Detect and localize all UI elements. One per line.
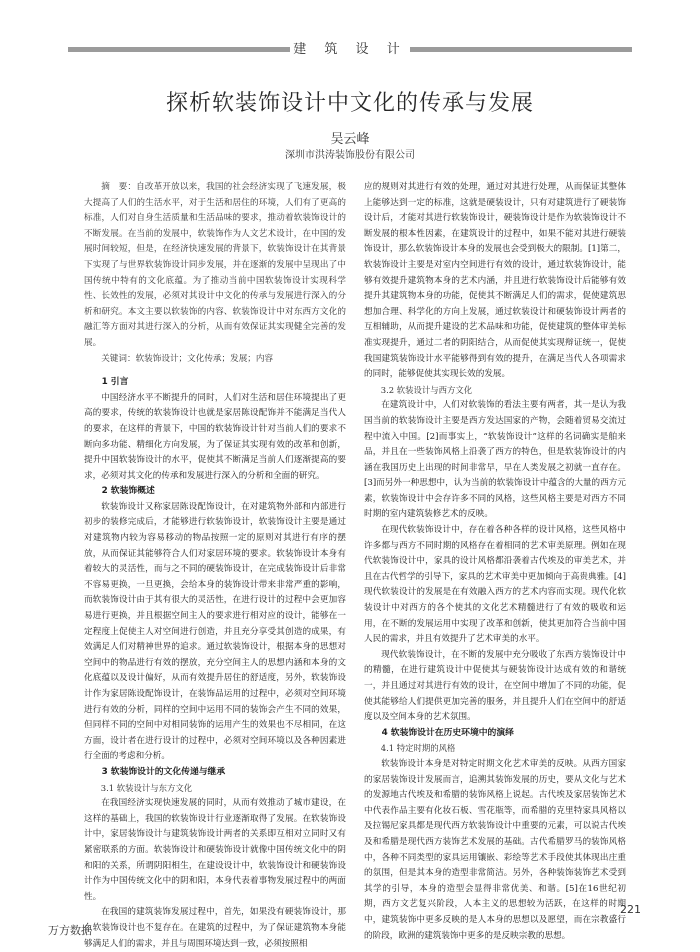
article-affiliation: 深圳市洪涛装饰股份有限公司 — [285, 150, 415, 161]
section-2-heading: 2 软装饰概述 — [101, 486, 155, 497]
header-rule-left — [68, 47, 290, 52]
section-4-1-paragraph: 软装饰设计本身是对特定时期文化艺术审美的反映。从西方国家的家居装饰设计发展而言，追溯其装饰发展的历史，要从文化与艺术的发源地古代埃及和希腊的装饰风格上说起。古代埃及家居装饰艺术中代表作品主要有化妆石板、雪花瓶等，而希腊的克里特家具风格以及拉锡尼家具都是现代西方软装饰设计中重要的元素，可以说古代埃及和希腊是现代西方装饰艺术发展的基础。古代希腊罗马的装饰风格中，各种不同类型的家具运用镶嵌、彩绘等艺术手段使其体现出庄重的氛围，但是其本身的造型非常简洁。另外，各种装饰装饰艺术受到其学的引导，本身的造型会显得非常优美、和谐。[5]在16世纪初期，西方文艺复兴阶段，人本主义的思想较为活跃，在这样的时期中，建筑装饰中更多反映的是人本身的思想以及愿望，而在宗教盛行的阶段，欧洲的建筑装饰中更多的是反映宗教的思想。 — [364, 758, 626, 941]
section-4-heading: 4 软装饰设计在历史环境中的演绎 — [381, 727, 514, 738]
left-column — [84, 180, 346, 952]
section-4-1-heading: 4.1 特定时期的风格 — [380, 743, 456, 754]
header-rule-right — [410, 47, 632, 52]
page-number: 221 — [620, 903, 641, 916]
article-author: 吴云峰 — [330, 132, 370, 147]
paragraph-continued: 应的规则对其进行有效的处理，通过对其进行处理，从而保证其整体上能够达到一定的标准，这就是硬装设计，只有对建筑进行了硬装饰设计后，才能对其进行软装饰设计，硬装饰设计是作为软装饰设计不断发展的根本性因素，在建筑设计的过程中，如果不能对其进行硬装饰设计，那么软装饰设计本身的发展也会受到极大的限制。[1]第二，软装饰设计主要是对室内空间进行有效的设计，通过软装饰设计，能够有效提升建筑物本身的艺术内涵，并且进行软装饰设计后能够有效提升其建筑物本身的功能，促使其不断满足人们的需求，促使建筑思想加合理、科学化的方向上发展，通过软装设计和硬装饰设计两者的互相辅助，从而提升建设的艺术品味和功能，促使建筑的整体审美标准实现提升，通过二者的阴阳结合，从而促使其实现辩证统一，促使我国建筑装饰设计水平能够得到有效的提升，在满足当代人各项需求的同时，能够促使其实现长效的发展。 — [364, 182, 626, 380]
abstract: 摘 要：自改革开放以来，我国的社会经济实现了飞速发展，极大提高了人们的生活水平，对于生活和居住的环境，人们有了更高的标准，人们对自身生活质量和生活品味的要求，推动着软装饰设计的不断发展。在当前的发展中，软装饰作为人文艺术设计，在中国的发展时间较短，但是，在经济快速发展的背景下，软装饰设计在其背景下实现了与世界软装饰设计同步发展，并在逐渐的发展中呈现出了中国传统中特有的文化底蕴。为了推动当前中国软装饰设计实现科学性、长效性的发展，必须对其设计中文化的传承与发展进行深入的分析和研究。本文主要以软装饰的内容、软装饰设计中对东西方文化的融汇等方面对其进行深入的分析，从而有效保证其实现健全完善的发展。 — [84, 182, 346, 348]
section-label: 建 筑 设 计 — [293, 42, 407, 57]
keywords: 关键词：软装饰设计；文化传承；发展；内容 — [101, 353, 274, 364]
section-3-1-heading: 3.1 软装设计与东方文化 — [100, 782, 193, 793]
wanfang-logo: 万方数据 — [48, 924, 92, 937]
section-3-heading: 3 软装饰设计的文化传递与继承 — [101, 766, 226, 777]
article-title: 探析软装饰设计中文化的传承与发展 — [165, 91, 534, 116]
right-column — [364, 180, 626, 944]
section-2-paragraph: 软装饰设计又称家居陈设配饰设计，在对建筑物外部和内部进行初步的装修完成后，才能够进行软装饰设计，软装饰设计主要是通过对建筑物内较为容易移动的物品按照一定的原则对其进行有序的摆放，从而保证其能够符合人们对家居环境的要求。软装饰设计本身有着较大的灵活性，而与之不同的硬装饰设计，在完成装饰设计后非常不容易更换，一旦更换，会给本身的装饰设计带来非常严重的影响，而软装饰设计由于其有很大的灵活性，在进行设计的过程中会更加容易进行更换，并且根据空间主人的要求进行相对应的设计，能够在一定程度上促使主人对空间进行创造，并且充分享受其创造的成果，有效满足人们对精神世界的追求。通过软装饰设计，根据本身的思想对空间中的物品进行有效的摆放，充分空间主人的思想内涵和本身的文化底蕴以及设计偏好，从而有效提升居住的舒适度，另外，软装饰设计作为家居陈设配饰设计，在装饰品运用的过程中，必须对空间环境进行有效的分析，同样的空间中运用不同的装饰会产生不同的效果，但同样不同的空间中对相同装饰的运用产生的效果也不尽相同，在这方面，设计者在进行设计的过程中，必须对空间环境以及各种因素进行全面的考虑和分析。 — [84, 501, 346, 762]
section-3-1-paragraph-1: 在我国经济实现快速发展的同时，从而有效推动了城市建设，在这样的基础上，我国的软装饰设计行业逐渐取得了发展。在软装饰设计中，家居装饰设计与建筑装饰设计两者的关系即互相对立同时又有紧密联系的方面。软装饰设计和硬装饰设计就像中国传统文化中的阴和阳的关系，所谓阴阳相生，在建设设计中，软装饰设计和硬装饰设计作为中国传统文化中的阴和阳，本身代表着事物发展过程中的两面性。 — [84, 798, 346, 902]
section-1-heading: 1 引言 — [101, 377, 129, 388]
section-3-2-paragraph-2: 在现代软装饰设计中，存在着各种各样的设计风格，这些风格中许多都与西方不同时期的风格存在着相同的艺术审美原理。例如在现代软装饰设计中，家具的设计风格都沿袭着古代埃及的审美艺术，并且在古代哲学的引导下，家具的艺术审美中更加倾向于高贵典雅。[4]现代软装设计的发展是在有效融入西方的艺术内容而实现。现代化软装设计中对西方的各个使其的文化艺术精髓进行了有效的吸收和运用，在不断的发展运用中实现了改革和创新，使其更加符合当前中国人民的需求，并且有效提升了艺术审美的水平。 — [364, 525, 626, 645]
section-3-2-paragraph-3: 现代软装饰设计，在不断的发展中充分吸收了东西方装饰设计中的精髓，在进行建筑设计中促使其与硬装饰设计达成有效的和谐统一，并且通过对其进行有效的设计，在空间中增加了不同的功能，促使其能够给人们提供更加完善的服务，并且提升人们在空间中的舒适度以及空间本身的艺术氛围。 — [364, 649, 626, 723]
section-3-2-paragraph-1: 在建筑设计中，人们对软装饰的看法主要有两者，其一是认为我国当前的软装饰设计主要是西方发达国家的产物，会随着贸易交流过程中流入中国。[2]而事实上，“软装饰设计”这样的名词确实是舶来品，并且在一些装饰风格上沿袭了西方的特色，但是软装饰设计的内涵在我国历史上出现的时间非常早，早在人类发展之初就一直存在。[3]而另外一种思想中，认为当前的软装饰设计中蕴含的大量的西方元素，软装饰设计中会存许多不同的风格，这些风格主要是对西方不同时期的室内建筑装修艺术的反映。 — [364, 400, 626, 520]
section-1-paragraph: 中国经济水平不断提升的同时，人们对生活和居住环境提出了更高的要求，传统的软装饰设计也就是家居陈设配饰并不能满足当代人的要求，在这样的背景下，中国的软装饰设计针对当前人们的要求不断向多功能、精细化方向发展，为了保证其实现有效的改革和创新，提升中国软装饰设计的水平，促使其不断满足当前人们逐渐提高的要求，必须对其文化的传承和发展进行深入的分析和全面的研究。 — [84, 392, 346, 481]
section-3-1-paragraph-2: 在我国的建筑装饰发展过程中，首先，如果没有硬装饰设计，那么软装饰设计也不复存在。在建筑的过程中，为了保证建筑物本身能够满足人们的需求，并且与周围环境达到一致，必须按照相 — [84, 907, 346, 949]
section-3-2-heading: 3.2 软装设计与西方文化 — [380, 384, 473, 395]
